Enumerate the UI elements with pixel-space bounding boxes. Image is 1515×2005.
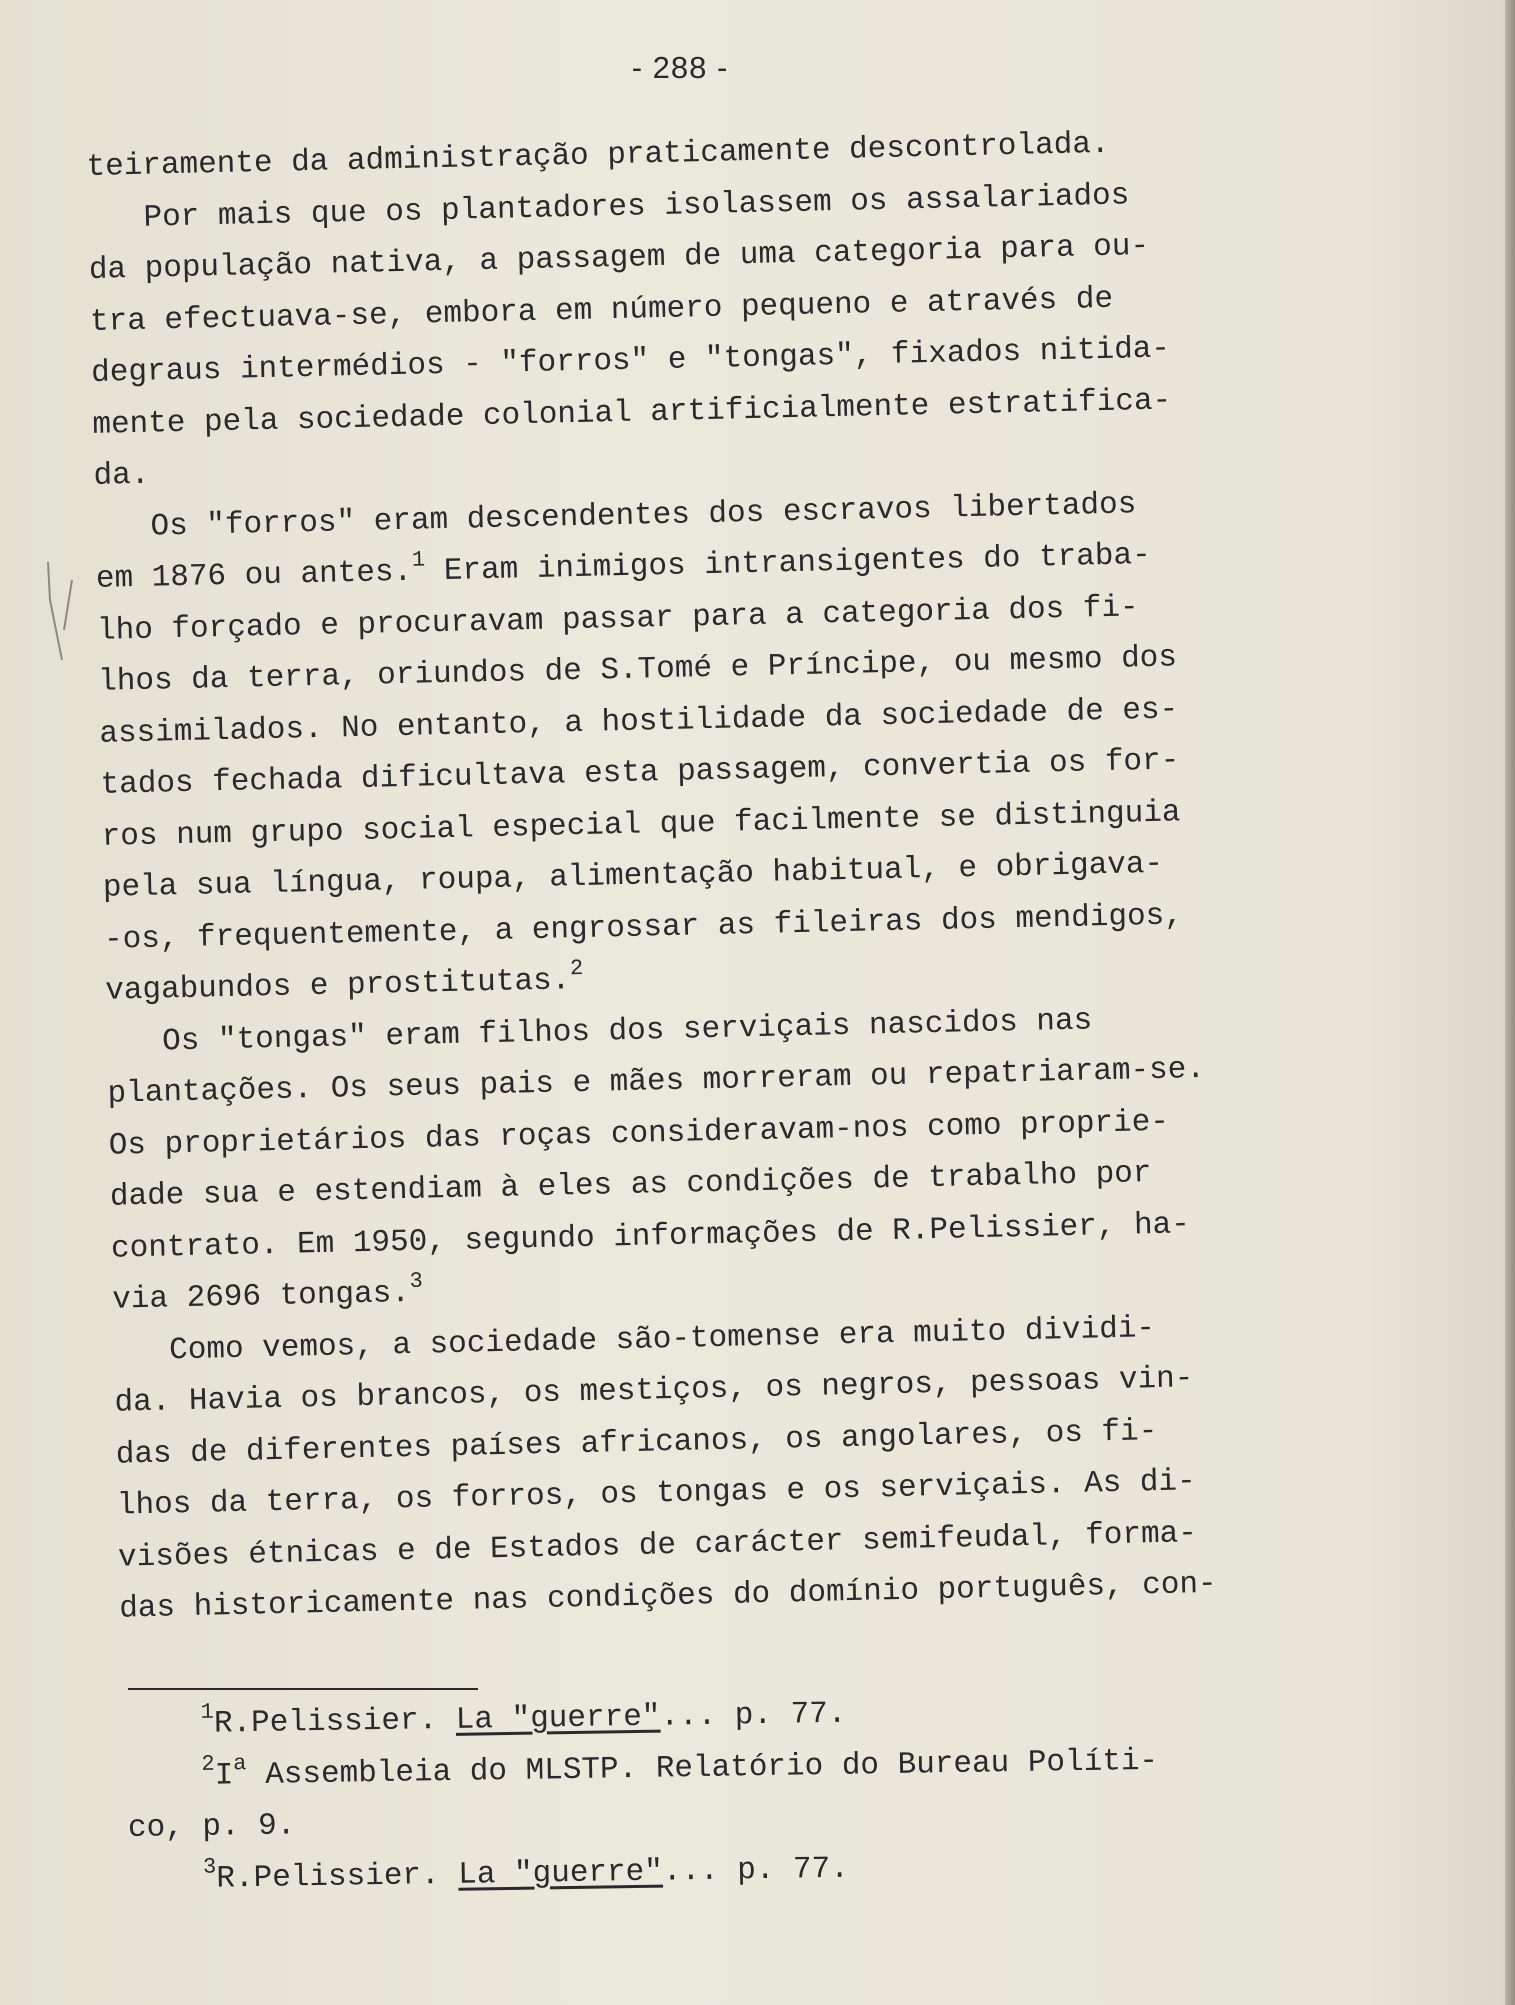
footnotes xyxy=(126,1683,1369,1908)
footnote-mark-3: 3 xyxy=(409,1268,424,1294)
text-line-18: Os "tongas" eram filhos dos serviçais nascidos nas xyxy=(106,1002,1093,1061)
footnote-2-ordinal-sup: a xyxy=(233,1750,247,1776)
text-line-22: contrato. Em 1950, segundo informações de R.Pelissier, ha- xyxy=(110,1206,1191,1267)
text-line-12: assimilados. No entanto, a hostilidade da sociedade de es- xyxy=(99,691,1179,752)
text-line-4: tra efectuava-se, embora em número pequeno e através de xyxy=(89,281,1114,340)
footnote-mark-1: 1 xyxy=(411,547,426,573)
text-line-6: mente pela sociedade colonial artificialmente estratifica- xyxy=(92,382,1172,443)
text-line-9-start: em 1876 ou antes. xyxy=(95,554,413,597)
text-line-8: Os "forros" eram descendentes dos escravos libertados xyxy=(94,486,1137,546)
text-line-27: lhos da terra, os forros, os tongas e os serviçais. As di- xyxy=(116,1464,1197,1524)
text-line-16: -os, frequentemente, a engrossar as fileiras dos mendigos, xyxy=(103,897,1184,958)
footnote-1-page: ... p. 77. xyxy=(660,1696,847,1735)
text-line-14: ros num grupo social especial que facilmente se distinguia xyxy=(101,794,1181,855)
footnote-divider xyxy=(128,1688,478,1690)
text-line-10: lho forçado e procuravam passar para a categoria dos fi- xyxy=(96,589,1140,649)
body-text xyxy=(86,113,1400,1635)
text-line-2: Por mais que os plantadores isolassem os assalariados xyxy=(87,177,1130,237)
text-line-20: Os proprietários das roças consideravam-nos como proprie- xyxy=(108,1104,1170,1164)
text-line-9-end: Eram inimigos intransigentes do traba- xyxy=(424,537,1152,590)
page-edge xyxy=(1505,0,1515,2005)
text-line-5: degraus intermédios - "forros" e "tongas", fixados nitida- xyxy=(90,331,1171,391)
text-line-23-text: via 2696 tongas. xyxy=(111,1275,411,1318)
text-line-7: da. xyxy=(93,457,150,494)
page-number: - 288 - xyxy=(631,50,729,85)
text-line-19: plantações. Os seus pais e mães morreram ou repatriaram-se. xyxy=(107,1051,1206,1112)
footnote-3-author: R.Pelissier. xyxy=(216,1857,459,1897)
footnote-2-ordinal: I xyxy=(214,1757,234,1794)
footnote-1-author: R.Pelissier. xyxy=(213,1702,457,1742)
text-line-1: teiramente da administração praticamente descontrolada. xyxy=(86,126,1110,185)
text-line-11: lhos da terra, oriundos de S.Tomé e Príncipe, ou mesmo dos xyxy=(97,640,1178,700)
text-line-26: das de diferentes países africanos, os angolares, os fi- xyxy=(115,1413,1158,1473)
footnote-1-title: La "guerre" xyxy=(455,1699,661,1738)
text-line-15: pela sua língua, roupa, alimentação habitual, e obrigava- xyxy=(102,846,1164,906)
footnote-3-mark: 3 xyxy=(202,1854,217,1880)
text-line-25: da. Havia os brancos, os mestiços, os negros, pessoas vin- xyxy=(114,1361,1194,1421)
footnote-mark-2: 2 xyxy=(569,955,584,982)
margin-pencil-mark xyxy=(42,560,82,670)
footnote-3-title: La "guerre" xyxy=(457,1854,664,1893)
footnote-2-mark: 2 xyxy=(201,1751,215,1777)
text-line-21: dade sua e estendiam à eles as condições de trabalho por xyxy=(109,1156,1152,1215)
footnote-3-page: ... p. 77. xyxy=(662,1851,850,1890)
text-line-3: da população nativa, a passagem de uma categoria para ou- xyxy=(88,228,1150,288)
text-line-28: visões étnicas e de Estados de carácter semifeudal, forma- xyxy=(117,1515,1198,1576)
text-line-29: das historicamente nas condições do domínio português, con- xyxy=(118,1566,1218,1627)
footnote-2-continuation: co, p. 9. xyxy=(127,1808,296,1846)
footnote-2-text: Assembleia do MLSTP. Relatório do Bureau Políti- xyxy=(246,1743,1159,1793)
text-line-13: tados fechada dificultava esta passagem, convertia os for- xyxy=(100,743,1180,803)
text-line-17-text: vagabundos e prostitutas. xyxy=(104,963,571,1009)
text-line-24: Como vemos, a sociedade são-tomense era muito dividi- xyxy=(113,1310,1156,1370)
footnote-1-mark: 1 xyxy=(200,1699,214,1725)
